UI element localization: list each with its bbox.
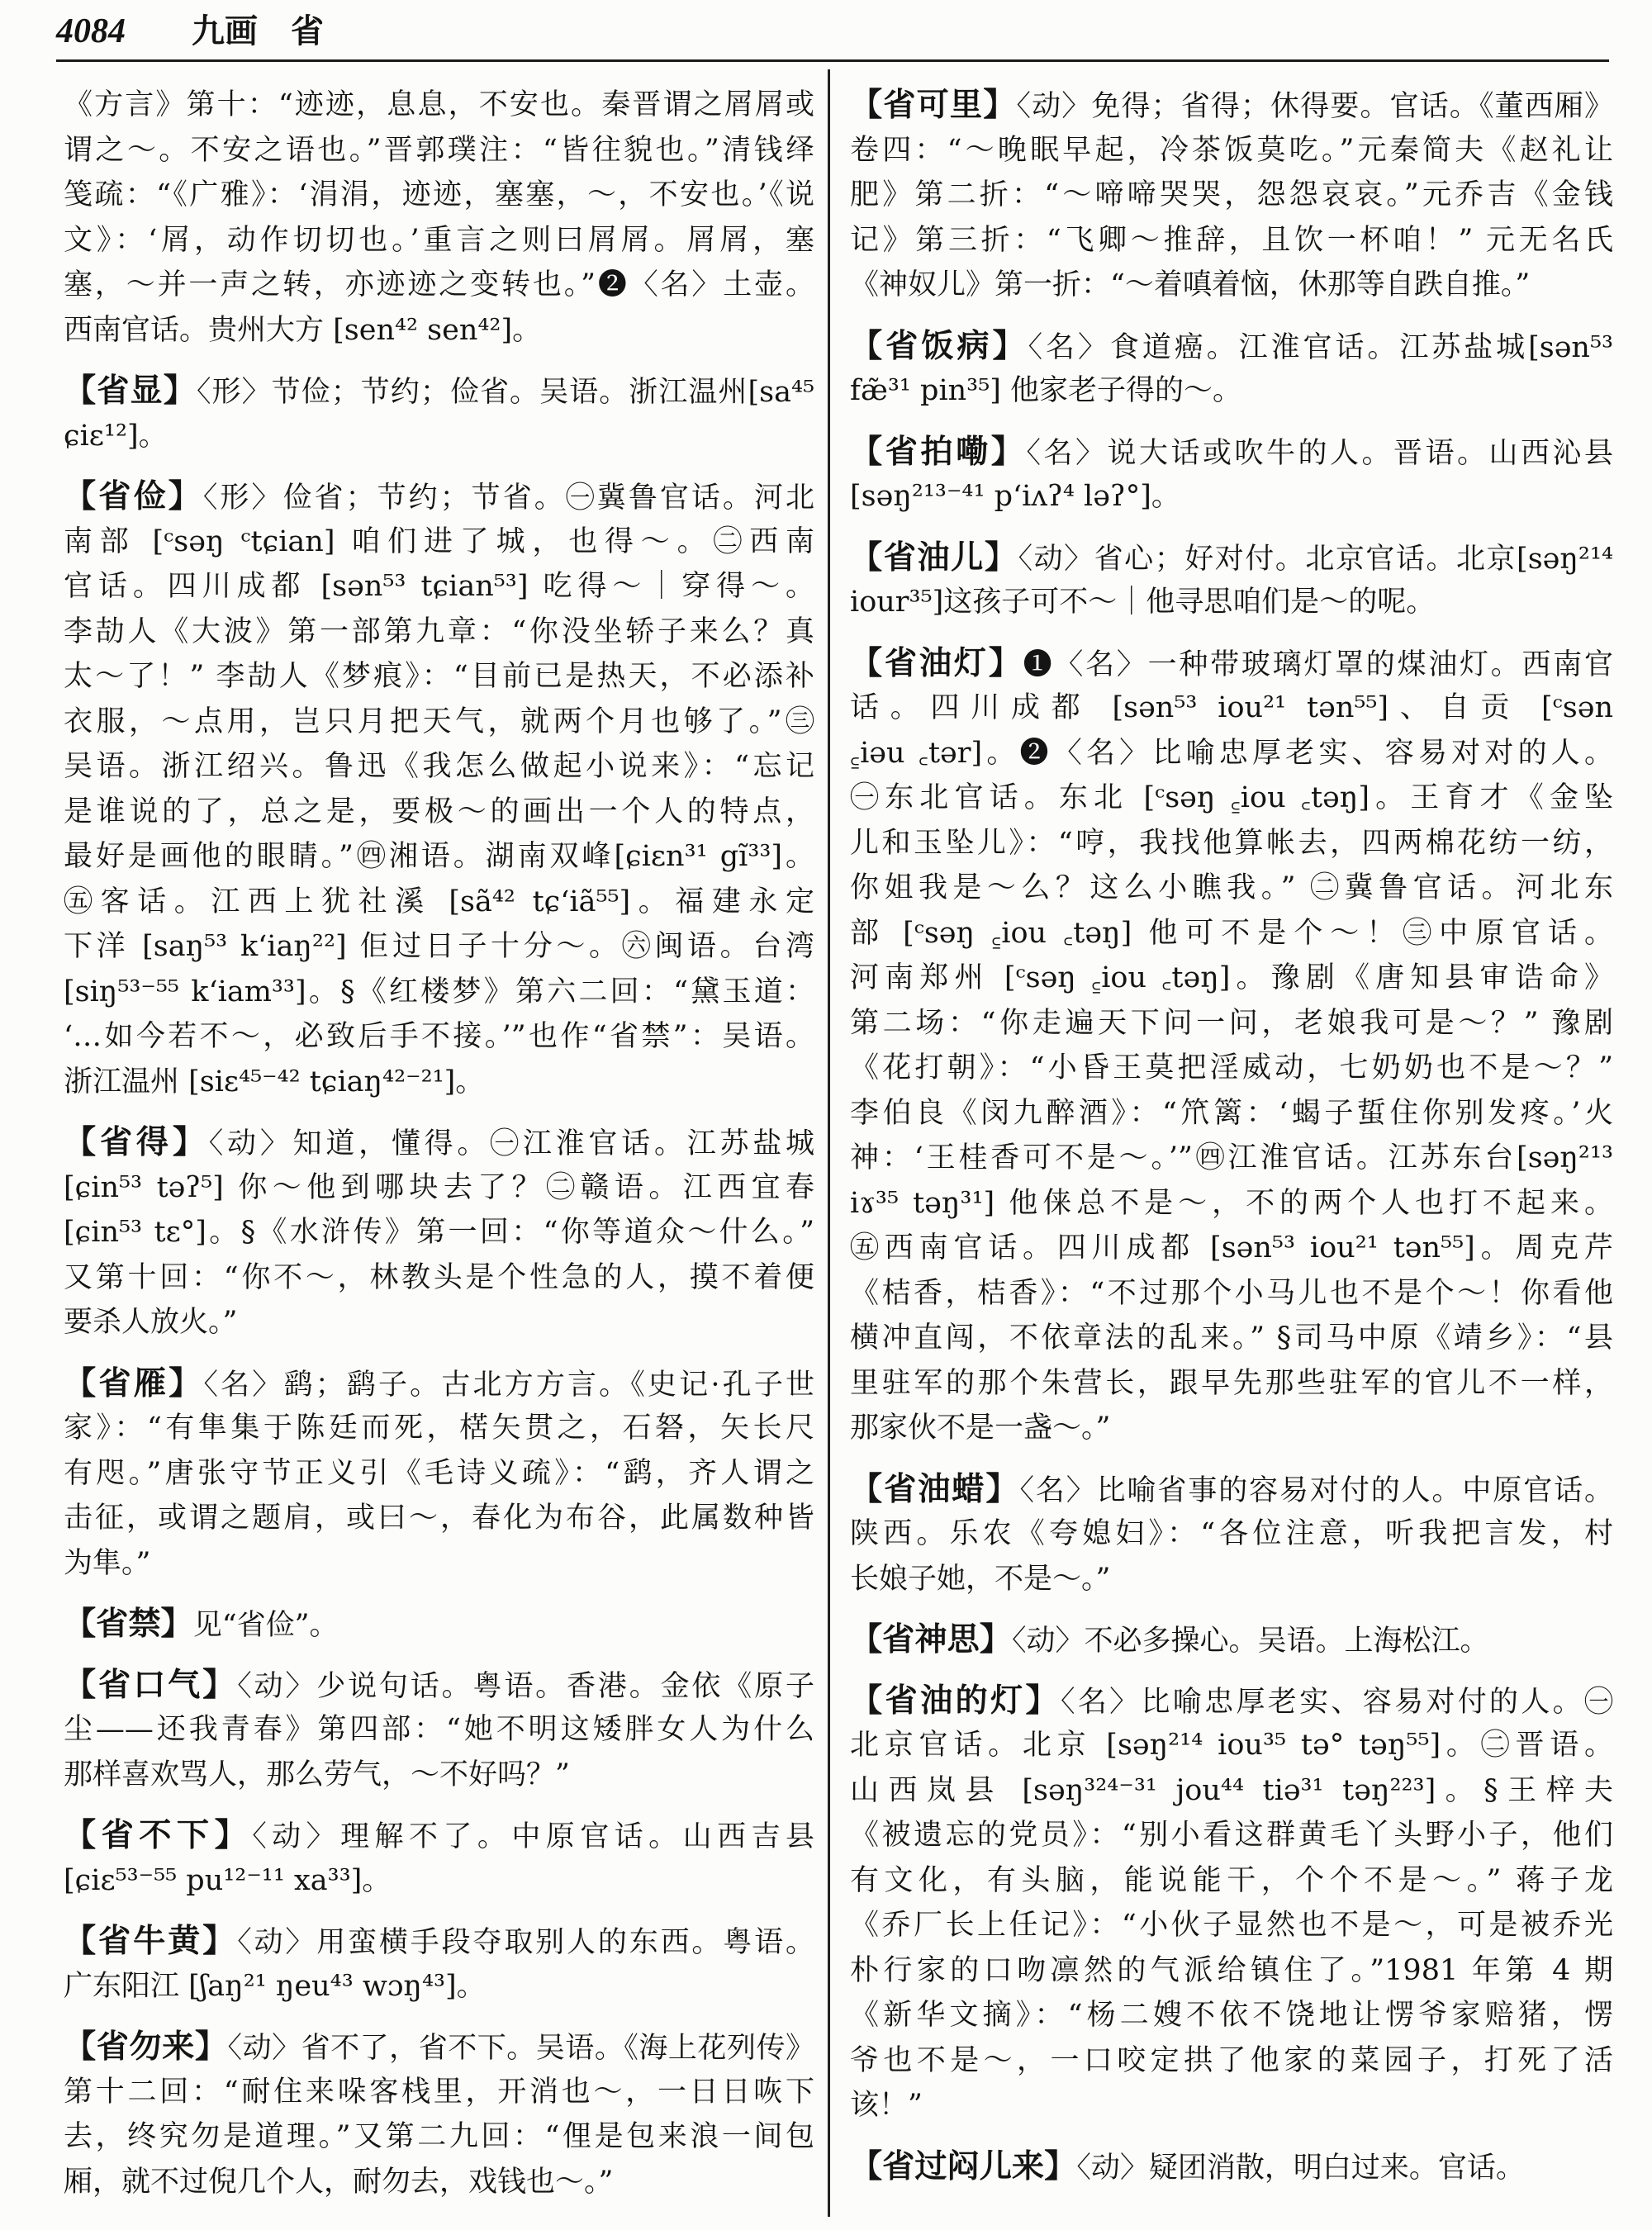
text-line: 儿和玉坠儿》：“哼，我找他算帐去，四两棉花纺一纺， — [850, 826, 1613, 860]
text-line: 塞，～并一声之转，亦迹迹之变转也。”❷〈名〉土壶。 — [64, 268, 814, 301]
headword: 【省雁】 — [64, 1364, 204, 1402]
headword: 【省饭病】 — [850, 326, 1028, 365]
text-line: 最好是画他的眼睛。”㊃湘语。湖南双峰[ɕiɛn³¹ gĩ³³]。 — [64, 840, 814, 873]
text-line: 是谁说的了，总之是，要极～的画出一个人的特点， — [64, 795, 814, 828]
entry-continuation — [64, 83, 814, 353]
text-line — [64, 2024, 814, 2070]
text-line: 那样喜欢骂人，那么劳气，～不好吗？” — [64, 1758, 570, 1791]
header-rule — [56, 59, 1609, 62]
text-line: 你姐我是～么？这么小瞧我。” ㊁冀鲁官话。河北东 — [850, 871, 1613, 904]
definition-text: 〈动〉理解不了。中原官话。山西吉县 — [252, 1820, 814, 1853]
text-line: 击征，或谓之题肩，或曰～，春化为布谷，此属数种皆 — [64, 1502, 814, 1535]
text-line: 记》第三折：“飞卿～推辞，且饮一杯咱！” 元无名氏 — [850, 223, 1613, 257]
dictionary-entry — [64, 1120, 814, 1345]
definition-text: 见“省俭”。 — [192, 1609, 339, 1642]
text-line: 谓之～。不安之语也。”晋郭璞注：“皆往貌也。”清钱绎 — [64, 133, 814, 167]
page-number: 4084 — [56, 12, 126, 50]
text-line — [850, 1617, 1613, 1663]
text-line: [ɕiɛ⁵³⁻⁵⁵ pu¹²⁻¹¹ xa³³]。 — [64, 1863, 392, 1897]
headword: 【省禁】 — [64, 1605, 193, 1643]
definition-text: 〈动〉疑团消散，明白过来。官话。 — [1076, 2151, 1525, 2185]
definition-text: 〈名〉比喻忠厚老实、容易对付的人。㊀ — [1061, 1685, 1613, 1719]
headword: 【省拍嘞】 — [850, 432, 1027, 471]
headword: 【省过闷儿来】 — [850, 2147, 1077, 2185]
headword: 【省油的灯】 — [850, 1681, 1061, 1720]
text-line: 浙江温州 [siɛ⁴⁵⁻⁴² tɕiaŋ⁴²⁻²¹]。 — [64, 1065, 485, 1098]
text-line: 里驻军的那个朱营长，跟早先那些驻军的官儿不一样， — [850, 1366, 1613, 1400]
text-line: 山西岚县 [səŋ³²⁴⁻³¹ jou⁴⁴ tiə³¹ təŋ²²³]。§王梓夫 — [850, 1773, 1613, 1807]
right-column — [850, 83, 1613, 2189]
definition-text: 〈动〉用蛮横手段夺取别人的东西。粤语。 — [237, 1926, 814, 1959]
text-line: 《被遗忘的党员》：“别小看这群黄毛丫头野小子，他们 — [850, 1819, 1613, 1852]
dictionary-entry — [64, 1663, 814, 1798]
definition-text: 〈名〉比喻省事的容易对付的人。中原官话。 — [1019, 1473, 1613, 1507]
text-line: 要杀人放火。” — [64, 1306, 238, 1339]
headword: 【省牛黄】 — [64, 1922, 238, 1960]
definition-text: 〈形〉节俭；节约；俭省。吴语。浙江温州[sa⁴⁵ — [196, 376, 814, 409]
definition-text: 〈动〉免得；省得；休得要。官话。《董西厢》 — [1016, 90, 1613, 123]
text-line: ㊀东北官话。东北 [ᶜsəŋ ꜁iou ꜀təŋ]。王育才《金坠 — [850, 781, 1613, 814]
definition-text: 〈名〉鹞；鹞子。古北方方言。《史记·孔子世 — [203, 1368, 814, 1402]
text-line: [səŋ²¹³⁻⁴¹ pʻiʌʔ⁴ ləʔ°]。 — [850, 480, 1180, 513]
headword: 【省显】 — [64, 372, 197, 410]
dictionary-entry — [64, 1601, 814, 1647]
dictionary-entry — [850, 429, 1613, 520]
headword: 【省油灯】 — [850, 643, 1023, 682]
text-line: 《神奴儿》第一折：“～着嗔着恼，休那等自跌自推。” — [850, 268, 1531, 301]
text-line: 广东阳江 [ʃaŋ²¹ ŋeu⁴³ wɔŋ⁴³]。 — [64, 1969, 486, 2003]
text-line — [64, 1813, 814, 1858]
text-line: 官话。四川成都 [sən⁵³ tɕian⁵³] 吃得～｜穿得～。 — [64, 570, 814, 603]
dictionary-entry — [64, 368, 814, 458]
text-line: 文》：‘屑，动作切切也。’重言之则曰屑屑。屑屑，塞 — [64, 223, 814, 257]
text-line: 有文化，有头脑，能说能干，个个不是～。” 蒋子龙 — [850, 1863, 1613, 1897]
definition-text: 〈动〉少说句话。粤语。香港。金依《原子 — [237, 1669, 814, 1703]
headword: 【省可里】 — [850, 86, 1017, 124]
text-line: 《方言》第十：“迹迹，息息，不安也。秦晋谓之屑屑或 — [64, 88, 814, 121]
text-line — [64, 1361, 814, 1407]
text-line: 部 [ᶜsəŋ ꜁iou ꜀təŋ] 他可不是个～！㊂中原官话。 — [850, 916, 1613, 950]
text-line — [850, 1678, 1613, 1724]
text-line — [64, 1919, 814, 1964]
column-divider — [828, 69, 830, 2217]
headword: 【省勿来】 — [64, 2028, 228, 2066]
text-line: 肥》第二折：“～啼啼哭哭，怨怨哀哀。”元乔吉《金钱 — [850, 178, 1613, 211]
text-line: [ɕin⁵³ tɛ°]。§《水浒传》第一回：“你等道众～什么。” — [64, 1216, 814, 1249]
text-line: 李伯良《闵九醉酒》：“笊篱：‘蝎子蜇住你别发疼。’火 — [850, 1096, 1613, 1130]
text-line: [siŋ⁵³⁻⁵⁵ kʻiam³³]。§《红楼梦》第六二回：“黛玉道： — [64, 975, 814, 1008]
text-line: 尘——还我青春》第四部：“她不明这矮胖女人为什么 — [64, 1713, 814, 1746]
section-title: 九画 — [192, 12, 258, 50]
text-line: 长娘子她，不是～。” — [850, 1562, 1111, 1596]
dictionary-entry — [64, 2024, 814, 2204]
text-line — [64, 1120, 814, 1165]
text-line: 话。四川成都 [sən⁵³ iou²¹ tən⁵⁵]、自贡 [ᶜsən — [850, 691, 1613, 724]
text-line — [64, 1663, 814, 1708]
text-line: 厢，就不过倪几个人，耐勿去，戏钱也～。” — [64, 2165, 614, 2199]
text-line: iour³⁵]这孩子可不～｜他寻思咱们是～的呢。 — [850, 586, 1436, 619]
headword: 【省油蜡】 — [850, 1469, 1020, 1508]
text-line: 太～了！” 李劼人《梦痕》：“目前已是热天，不必添补 — [64, 660, 814, 693]
text-line: ɕiɛ¹²]。 — [64, 419, 168, 453]
text-line: 《新华文摘》：“杨二嫂不依不饶地让愣爷家赔猪，愣 — [850, 1999, 1613, 2032]
text-line — [64, 1601, 814, 1647]
text-line: ‘…如今若不～，必致后手不接。’”也作“省禁”：吴语。 — [64, 1020, 814, 1053]
text-line: 南部 [ᶜsəŋ ᶜtɕian] 咱们进了城，也得～。㊁西南 — [64, 524, 814, 558]
text-line: 该！” — [850, 2089, 923, 2122]
text-line: 吴语。浙江绍兴。鲁迅《我怎么做起小说来》：“忘记 — [64, 750, 814, 783]
left-column — [64, 83, 814, 2204]
dictionary-entry — [64, 474, 814, 1104]
text-line: 下洋 [saŋ⁵³ kʻiaŋ²²] 佢过日子十分～。㊅闽语。台湾 — [64, 930, 814, 963]
text-line: 卷四：“～晚眠早起，冷茶饭莫吃。”元秦简夫《赵礼让 — [850, 133, 1613, 167]
text-line: 又第十回：“你不～，林教头是个性急的人，摸不着便 — [64, 1260, 814, 1294]
text-line: ㊄西南官话。四川成都 [sən⁵³ iou²¹ tən⁵⁵]。周克芹 — [850, 1231, 1613, 1264]
dictionary-entry — [850, 83, 1613, 308]
text-line: 河南郑州 [ᶜsəŋ ꜁iou ꜀təŋ]。豫剧《唐知县审诰命》 — [850, 961, 1613, 994]
dictionary-entry — [850, 1678, 1613, 2128]
text-line — [850, 324, 1613, 369]
text-line: 为隼。” — [64, 1546, 151, 1580]
headword: 【省神思】 — [850, 1620, 1012, 1658]
dictionary-entry — [850, 1617, 1613, 1663]
headword: 【省不下】 — [64, 1816, 253, 1854]
dictionary-entry — [850, 324, 1613, 414]
dictionary-entry — [850, 1467, 1613, 1602]
text-line: fæ̃³¹ pin³⁵] 他家老子得的～。 — [850, 374, 1242, 407]
definition-text: 〈动〉省心；好对付。北京官话。北京[səŋ²¹⁴ — [1018, 542, 1613, 576]
text-line: [ɕin⁵³ təʔ⁵] 你～他到哪块去了？㊁赣语。江西宜春 — [64, 1170, 814, 1204]
definition-text: 〈名〉说大话或吹牛的人。晋语。山西沁县 — [1026, 436, 1613, 470]
text-line: 《乔厂长上任记》：“小伙子显然也不是～，可是被乔光 — [850, 1909, 1613, 1942]
headword: 【省俭】 — [64, 477, 203, 515]
text-line: 第二场：“你走遍天下问一问，老娘我可是～？” 豫剧 — [850, 1006, 1613, 1040]
text-line: 北京官话。北京 [səŋ²¹⁴ iou³⁵ tə° təŋ⁵⁵]。㊁晋语。 — [850, 1729, 1613, 1762]
text-line: 《桔香，桔香》：“不过那个小马儿也不是个～！你看他 — [850, 1276, 1613, 1310]
text-line: 横冲直闯，不依章法的乱来。” §司马中原《靖乡》：“县 — [850, 1321, 1613, 1355]
text-line: 李劼人《大波》第一部第九章：“你没坐轿子来么？真 — [64, 614, 814, 648]
text-line — [850, 429, 1613, 475]
definition-text: 〈动〉不必多操心。吴语。上海松江。 — [1011, 1625, 1489, 1658]
text-line: 第十二回：“耐住来哚客栈里，开消也～，一日日咴下 — [64, 2075, 814, 2109]
definition-text: 〈形〉俭省；节约；节省。㊀冀鲁官话。河北 — [202, 482, 814, 515]
definition-text: ❶〈名〉一种带玻璃灯罩的煤油灯。西南官 — [1023, 648, 1613, 681]
text-line: 去，终究勿是道理。”又第二九回：“俚是包来浪一间包 — [64, 2120, 814, 2153]
text-line: 《花打朝》：“小昏王莫把淫威动，七奶奶也不是～？” — [850, 1051, 1613, 1084]
dictionary-entry — [64, 1361, 814, 1587]
definition-text: 〈动〉省不了，省不下。吴语。《海上花列传》 — [227, 2032, 814, 2065]
dictionary-entry — [850, 641, 1613, 1451]
headword: 【省得】 — [64, 1123, 209, 1161]
text-line: 神：‘王桂香可不是～。’”㊃江淮官话。江苏东台[səŋ²¹³ — [850, 1141, 1613, 1174]
text-line: 爷也不是～，一口咬定拱了他家的菜园子，打死了活 — [850, 2043, 1613, 2077]
text-line: 那家伙不是一盏～。” — [850, 1412, 1111, 1445]
dictionary-entry — [64, 1919, 814, 2009]
text-line — [850, 535, 1613, 581]
dictionary-entry — [64, 1813, 814, 1903]
text-line: 有咫。”唐张守节正义引《毛诗义疏》：“鹞，齐人谓之 — [64, 1456, 814, 1490]
text-line: iɤ³⁵ təŋ³¹] 他俫总不是～，不的两个人也打不起来。 — [850, 1186, 1613, 1220]
text-line: 笺疏：“《广雅》：‘涓涓，迹迹，塞塞，～，不安也。’《说 — [64, 178, 814, 211]
text-line — [850, 641, 1613, 686]
text-line — [850, 2144, 1613, 2190]
text-line — [64, 368, 814, 414]
text-line — [850, 1467, 1613, 1512]
definition-text: 〈动〉知道，懂得。㊀江淮官话。江苏盐城 — [208, 1127, 814, 1160]
text-line — [850, 83, 1613, 128]
dictionary-entry — [850, 2144, 1613, 2190]
text-line: 陕西。乐农《夸媳妇》：“各位注意，听我把言发，村 — [850, 1517, 1613, 1550]
dictionary-entry — [850, 535, 1613, 625]
text-line: 西南官话。贵州大方 [sen⁴² sen⁴²]。 — [64, 313, 542, 347]
text-line — [64, 474, 814, 520]
headword: 【省口气】 — [64, 1665, 238, 1704]
text-line: 朴行家的口吻凛然的气派给镇住了。”1981 年第 4 期 — [850, 1953, 1613, 1987]
running-head-character: 省 — [291, 12, 324, 50]
headword: 【省油儿】 — [850, 538, 1018, 576]
text-line: ㊄客话。江西上犹社溪 [sã⁴² tɕʻiã⁵⁵]。福建永定 — [64, 885, 814, 918]
text-line: ꜁iəu ꜀tər]。❷〈名〉比喻忠厚老实、容易对对的人。 — [850, 736, 1613, 770]
definition-text: 〈名〉食道癌。江淮官话。江苏盐城[sən⁵³ — [1028, 330, 1613, 364]
text-line: 衣服，～点用，岂只月把天气，就两个月也够了。”㊂ — [64, 705, 814, 738]
text-line: 家》：“有隼集于陈廷而死，楛矢贯之，石砮，矢长尺 — [64, 1412, 814, 1445]
